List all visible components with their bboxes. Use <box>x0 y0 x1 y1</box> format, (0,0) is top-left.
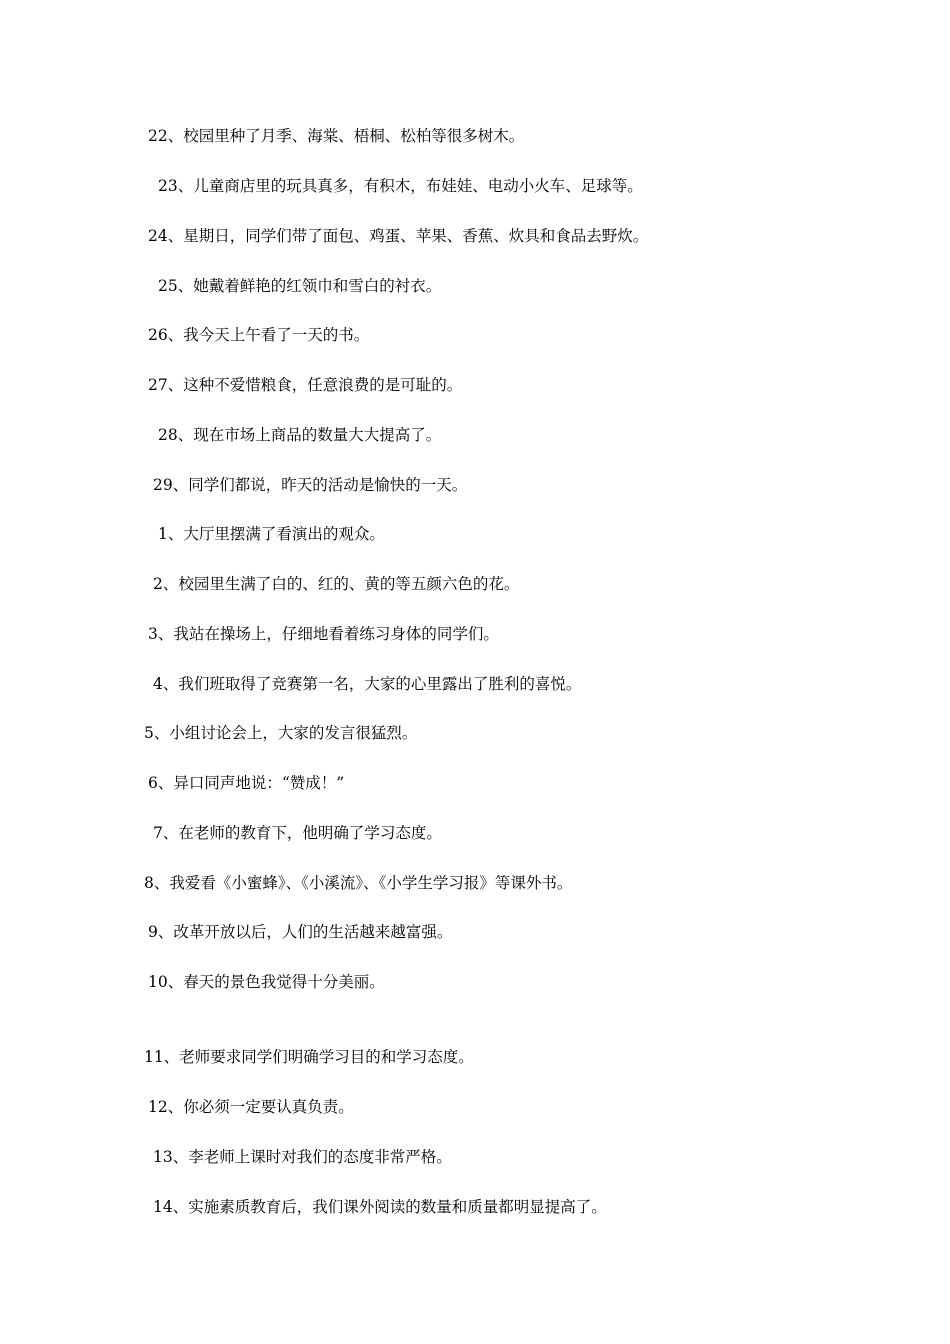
sentence-line: 6、异口同声地说：“赞成！” <box>148 774 345 792</box>
sentence-line: 14、实施素质教育后，我们课外阅读的数量和质量都明显提高了。 <box>153 1198 607 1216</box>
sentence-line: 11、老师要求同学们明确学习目的和学习态度。 <box>144 1048 474 1066</box>
sentence-line: 3、我站在操场上，仔细地看着练习身体的同学们。 <box>148 625 499 643</box>
sentence-line: 24、星期日，同学们带了面包、鸡蛋、苹果、香蕉、炊具和食品去野炊。 <box>148 227 649 245</box>
sentence-line: 5、小组讨论会上，大家的发言很猛烈。 <box>144 724 418 742</box>
sentence-line: 10、春天的景色我觉得十分美丽。 <box>148 973 385 991</box>
sentence-line: 29、同学们都说，昨天的活动是愉快的一天。 <box>153 476 468 494</box>
sentence-line: 8、我爱看《小蜜蜂》、《小溪流》、《小学生学习报》等课外书。 <box>144 874 573 892</box>
sentence-line: 9、改革开放以后，人们的生活越来越富强。 <box>148 923 453 941</box>
sentence-line: 22、校园里种了月季、海棠、梧桐、松柏等很多树木。 <box>148 127 525 145</box>
sentence-line: 26、我今天上午看了一天的书。 <box>148 326 370 344</box>
sentence-line: 4、我们班取得了竞赛第一名，大家的心里露出了胜利的喜悦。 <box>153 675 582 693</box>
sentence-line: 28、现在市场上商品的数量大大提高了。 <box>158 426 442 444</box>
sentence-line: 1、大厅里摆满了看演出的观众。 <box>158 525 385 543</box>
sentence-line: 25、她戴着鲜艳的红领巾和雪白的衬衣。 <box>158 277 442 295</box>
sentence-line: 13、李老师上课时对我们的态度非常严格。 <box>153 1148 452 1166</box>
sentence-line: 27、这种不爱惜粮食，任意浪费的是可耻的。 <box>148 376 463 394</box>
sentence-line: 23、儿童商店里的玩具真多，有积木，布娃娃、电动小火车、足球等。 <box>158 177 643 195</box>
sentence-line: 2、校园里生满了白的、红的、黄的等五颜六色的花。 <box>153 575 520 593</box>
sentence-line: 7、在老师的教育下，他明确了学习态度。 <box>153 824 442 842</box>
sentence-line: 12、你必须一定要认真负责。 <box>148 1098 354 1116</box>
